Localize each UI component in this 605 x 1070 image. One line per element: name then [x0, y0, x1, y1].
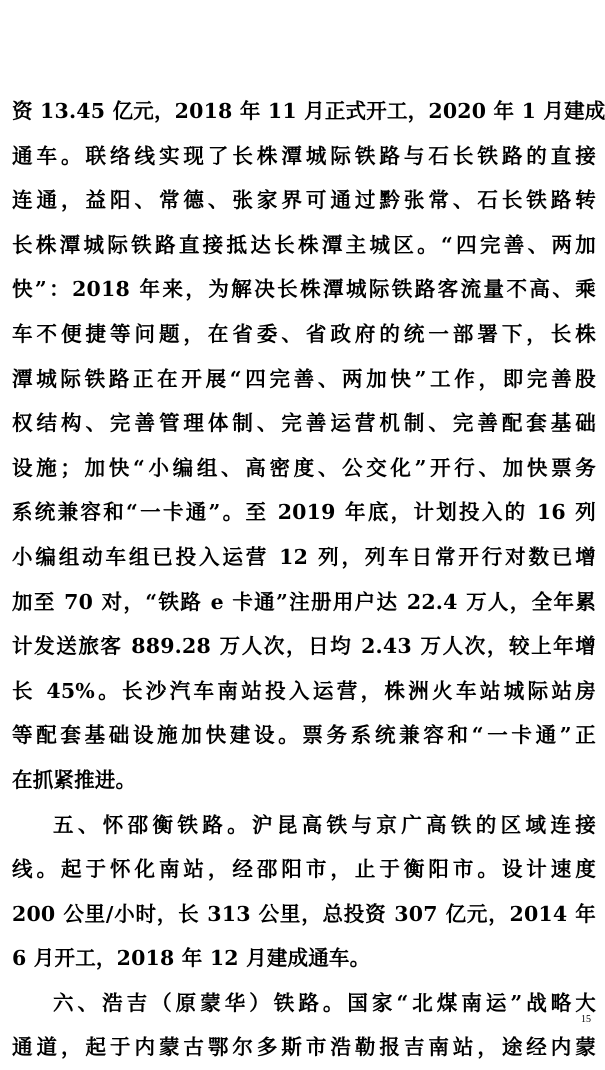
text-line: 连通，益阳、常德、张家界可通过黔张常、石长铁路转	[12, 188, 596, 213]
section-text: 沪昆高铁与京广高铁的区域连接	[251, 812, 596, 837]
section-text: 国家“北煤南运”战略大	[347, 990, 596, 1015]
section-first-line	[12, 981, 596, 1026]
text-line: 等配套基础设施加快建设。票务系统兼容和“一卡通”正	[12, 723, 596, 748]
text-line: 快”：2018 年来，为解决长株潭城际铁路客流量不高、乘	[12, 277, 596, 302]
text-line: 通道，起于内蒙古鄂尔多斯市浩勒报吉南站，途经内蒙	[12, 1035, 596, 1060]
text-line: 系统兼容和“一卡通”。至 2019 年底，计划投入的 16 列	[12, 500, 596, 525]
text-line: 长株潭城际铁路直接抵达长株潭主城区。“四完善、两加	[12, 232, 596, 257]
text-line: 资 13.45 亿元，2018 年 11 月正式开工，2020 年 1 月建成	[12, 99, 605, 123]
text-line: 加至 70 对，“铁路 e 卡通”注册用户达 22.4 万人，全年累	[12, 589, 596, 614]
section-heading: 六、浩吉（原蒙华）铁路。	[53, 990, 348, 1015]
text-line: 通车。联络线实现了长株潭城际铁路与石长铁路的直接	[12, 143, 596, 168]
text-line: 潭城际铁路正在开展“四完善、两加快”工作，即完善股	[12, 366, 596, 391]
section-heading: 五、怀邵衡铁路。	[53, 812, 252, 837]
text-line: 小编组动车组已投入运营 12 列，列车日常开行对数已增	[12, 544, 596, 569]
text-line: 200 公里/小时，长 313 公里，总投资 307 亿元，2014 年	[12, 901, 596, 926]
text-line: 在抓紧推进。	[12, 767, 137, 792]
text-line: 权结构、完善管理体制、完善运营机制、完善配套基础	[12, 411, 596, 436]
text-line: 计发送旅客 889.28 万人次，日均 2.43 万人次，较上年增	[12, 634, 596, 659]
text-line: 车不便捷等问题，在省委、省政府的统一部署下，长株	[12, 321, 596, 346]
text-line: 设施；加快“小编组、高密度、公交化”开行、加快票务	[12, 455, 596, 480]
text-line: 线。起于怀化南站，经邵阳市，止于衡阳市。设计速度	[12, 857, 596, 882]
page-number: 15	[581, 1014, 591, 1025]
text-line: 6 月开工，2018 年 12 月建成通车。	[12, 946, 371, 971]
body-text	[12, 89, 605, 1070]
text-line: 长 45%。长沙汽车南站投入运营，株洲火车站城际站房	[12, 678, 596, 703]
section-first-line	[12, 803, 596, 848]
